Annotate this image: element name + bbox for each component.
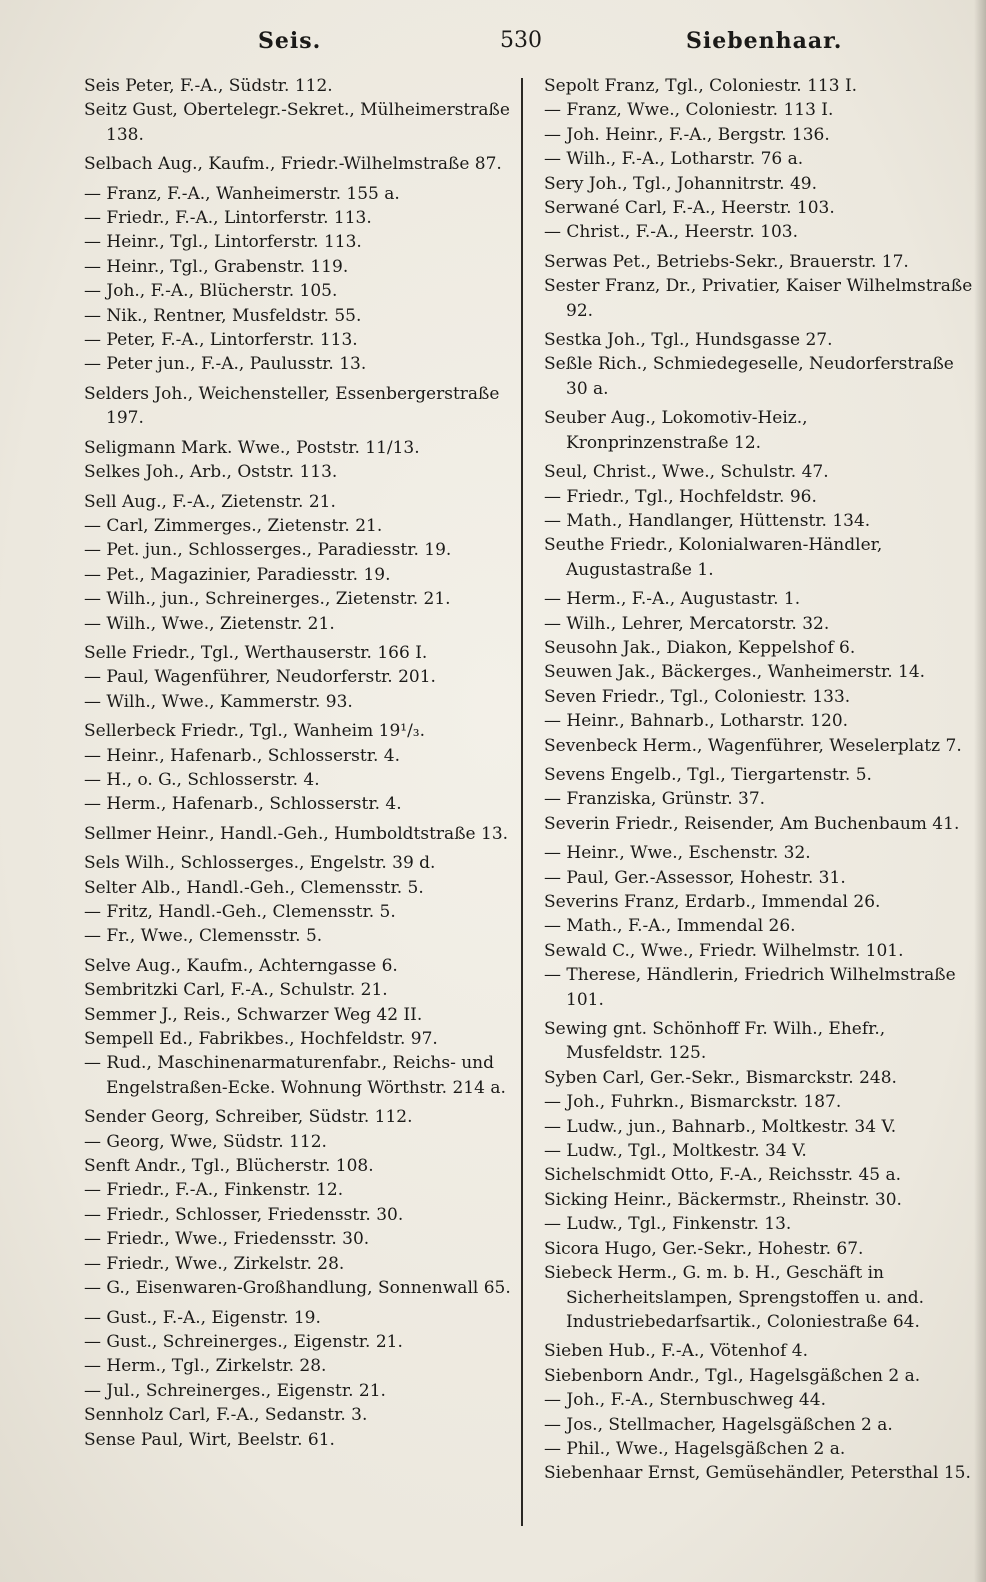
directory-entry: Sicking Heinr., Bäckermstr., Rheinstr. 30. — [544, 1189, 902, 1210]
directory-entry: — Therese, Händlerin, Friedrich Wilhelmstraße 101. — [544, 965, 956, 1010]
directory-entry: — Gust., Schreinerges., Eigenstr. 21. — [84, 1331, 403, 1352]
directory-entry: Siebenhaar Ernst, Gemüsehändler, Petersthal 15. — [544, 1463, 971, 1484]
directory-entry: Seul, Christ., Wwe., Schulstr. 47. — [544, 462, 829, 483]
directory-entry: Sels Wilh., Schlosserges., Engelstr. 39 d. — [84, 853, 436, 874]
column-divider — [521, 78, 523, 1526]
page-edge-shadow — [974, 0, 986, 1582]
page-number: 530 — [500, 28, 542, 53]
directory-entry: Seven Friedr., Tgl., Coloniestr. 133. — [544, 686, 851, 707]
directory-entry: — Ludw., Tgl., Finkenstr. 13. — [544, 1214, 792, 1235]
directory-entry: Selle Friedr., Tgl., Werthauserstr. 166 I. — [84, 642, 428, 663]
directory-entry: Seuber Aug., Lokomotiv-Heiz., Kronprinzenstraße 12. — [544, 408, 808, 453]
directory-entry: Sevens Engelb., Tgl., Tiergartenstr. 5. — [544, 764, 872, 785]
directory-entry: — Joh. Heinr., F.-A., Bergstr. 136. — [544, 124, 830, 145]
directory-entry: Sewald C., Wwe., Friedr. Wilhelmstr. 101. — [544, 940, 904, 961]
directory-entry: Selbach Aug., Kaufm., Friedr.-Wilhelmstraße 87. — [84, 154, 502, 175]
directory-entry: — Wilh., Wwe., Kammerstr. 93. — [84, 691, 353, 712]
directory-entry: — Nik., Rentner, Musfeldstr. 55. — [84, 305, 362, 326]
directory-entry: — Friedr., Wwe., Zirkelstr. 28. — [84, 1253, 345, 1274]
directory-entry: — Paul, Wagenführer, Neudorferstr. 201. — [84, 667, 436, 688]
directory-entry: Syben Carl, Ger.-Sekr., Bismarckstr. 248. — [544, 1067, 897, 1088]
directory-entry: — Ludw., Tgl., Moltkestr. 34 V. — [544, 1141, 807, 1162]
directory-entry: — Christ., F.-A., Heerstr. 103. — [544, 222, 799, 243]
header-first-name: Seis. — [258, 28, 322, 54]
directory-entry: — Carl, Zimmerges., Zietenstr. 21. — [84, 515, 383, 536]
directory-entry: — Jos., Stellmacher, Hagelsgäßchen 2 a. — [544, 1414, 893, 1435]
directory-entry: Selders Joh., Weichensteller, Essenbergerstraße 197. — [84, 383, 500, 429]
directory-entry: — Heinr., Tgl., Grabenstr. 119. — [84, 256, 349, 277]
directory-entry: — Wilh., Wwe., Zietenstr. 21. — [84, 613, 335, 634]
directory-entry: — Herm., F.-A., Augustastr. 1. — [544, 589, 801, 610]
directory-entry: Seusohn Jak., Diakon, Keppelshof 6. — [544, 637, 856, 658]
directory-entry: Sestka Joh., Tgl., Hundsgasse 27. — [544, 330, 833, 351]
directory-entry: Sieben Hub., F.-A., Vötenhof 4. — [544, 1341, 808, 1362]
directory-entry: — Friedr., Tgl., Hochfeldstr. 96. — [544, 486, 817, 507]
directory-entry: Selter Alb., Handl.-Geh., Clemensstr. 5. — [84, 877, 424, 898]
directory-entry: Sennholz Carl, F.-A., Sedanstr. 3. — [84, 1405, 368, 1426]
directory-entry: Siebeck Herm., G. m. b. H., Geschäft in Sicherheitslampen, Sprengstoffen u. and. Industriebedarfsartik., Coloniestraße 64. — [544, 1263, 925, 1332]
directory-entry: Seligmann Mark. Wwe., Poststr. 11/13. — [84, 437, 420, 458]
directory-entry: Sender Georg, Schreiber, Südstr. 112. — [84, 1107, 413, 1128]
directory-entry: Severins Franz, Erdarb., Immendal 26. — [544, 892, 881, 912]
directory-entry: — Joh., Fuhrkn., Bismarckstr. 187. — [544, 1092, 842, 1113]
directory-entry: — Pet., Magazinier, Paradiesstr. 19. — [84, 564, 391, 585]
directory-entry: — Fritz, Handl.-Geh., Clemensstr. 5. — [84, 902, 396, 922]
directory-entry: — Gust., F.-A., Eigenstr. 19. — [84, 1307, 321, 1328]
directory-entry: — Pet. jun., Schlosserges., Paradiesstr. 19. — [84, 540, 452, 561]
directory-entry: Sell Aug., F.-A., Zietenstr. 21. — [84, 491, 336, 512]
directory-entry: Semmer J., Reis., Schwarzer Weg 42 II. — [84, 1004, 423, 1025]
directory-entry: Sichelschmidt Otto, F.-A., Reichsstr. 45 a. — [544, 1165, 902, 1186]
directory-entry: Sellmer Heinr., Handl.-Geh., Humboldtstraße 13. — [84, 823, 509, 844]
directory-entry: — Heinr., Hafenarb., Schlosserstr. 4. — [84, 745, 401, 766]
directory-entry: — Heinr., Tgl., Lintorferstr. 113. — [84, 232, 362, 253]
directory-entry: — Joh., F.-A., Sternbuschweg 44. — [544, 1390, 826, 1411]
directory-entry: Severin Friedr., Reisender, Am Buchenbaum 41. — [544, 813, 960, 834]
directory-entry: — Franz, F.-A., Wanheimerstr. 155 a. — [84, 183, 400, 204]
directory-entry: Sempell Ed., Fabrikbes., Hochfeldstr. 97. — [84, 1029, 438, 1050]
directory-entry: Seßle Rich., Schmiedegeselle, Neudorferstraße 30 a. — [544, 354, 954, 399]
page-header — [0, 22, 986, 62]
directory-entry: — Fr., Wwe., Clemensstr. 5. — [84, 926, 323, 947]
directory-entry: Seuthe Friedr., Kolonialwaren-Händler, Augustastraße 1. — [544, 535, 883, 580]
directory-entry: — Heinr., Wwe., Eschenstr. 32. — [544, 843, 811, 864]
directory-entry: Sembritzki Carl, F.-A., Schulstr. 21. — [84, 980, 388, 1001]
left-column — [84, 74, 512, 1452]
directory-entry: — Peter jun., F.-A., Paulusstr. 13. — [84, 354, 367, 375]
directory-entry: — Friedr., Schlosser, Friedensstr. 30. — [84, 1204, 404, 1225]
directory-entry: — G., Eisenwaren-Großhandlung, Sonnenwall 65. — [84, 1278, 511, 1299]
right-column — [544, 74, 974, 1486]
directory-entry: — Friedr., F.-A., Lintorferstr. 113. — [84, 208, 372, 229]
directory-entry: Sellerbeck Friedr., Tgl., Wanheim 19¹/₃. — [84, 721, 426, 742]
directory-entry: Sepolt Franz, Tgl., Coloniestr. 113 I. — [544, 76, 858, 96]
directory-entry: Seis Peter, F.-A., Südstr. 112. — [84, 76, 333, 96]
directory-entry: Serwas Pet., Betriebs-Sekr., Brauerstr. 17. — [544, 251, 909, 272]
directory-entry: — Rud., Maschinenarmaturenfabr., Reichs- und Engelstraßen-Ecke. Wohnung Wörthstr. 214 a. — [84, 1053, 506, 1098]
directory-entry: — Wilh., F.-A., Lotharstr. 76 a. — [544, 149, 804, 170]
directory-entry: — Friedr., Wwe., Friedensstr. 30. — [84, 1229, 370, 1250]
directory-entry: Senft Andr., Tgl., Blücherstr. 108. — [84, 1156, 374, 1177]
directory-entry: — Peter, F.-A., Lintorferstr. 113. — [84, 330, 358, 351]
directory-entry: — Franziska, Grünstr. 37. — [544, 789, 766, 810]
directory-entry: Sevenbeck Herm., Wagenführer, Weselerplatz 7. — [544, 735, 962, 756]
header-last-name: Siebenhaar. — [686, 28, 843, 54]
directory-entry: — H., o. G., Schlosserstr. 4. — [84, 769, 320, 790]
directory-entry: — Jul., Schreinerges., Eigenstr. 21. — [84, 1380, 386, 1401]
directory-entry: — Math., F.-A., Immendal 26. — [544, 916, 796, 937]
directory-entry: Sewing gnt. Schönhoff Fr. Wilh., Ehefr., Musfeldstr. 125. — [544, 1019, 886, 1064]
directory-entry: Sicora Hugo, Ger.-Sekr., Hohestr. 67. — [544, 1238, 864, 1259]
directory-entry: Sense Paul, Wirt, Beelstr. 61. — [84, 1429, 335, 1450]
directory-entry: — Wilh., jun., Schreinerges., Zietenstr. 21. — [84, 589, 451, 610]
directory-entry: Seitz Gust, Obertelegr.-Sekret., Mülheimerstraße 138. — [84, 100, 510, 145]
directory-entry: — Joh., F.-A., Blücherstr. 105. — [84, 281, 338, 302]
directory-entry: — Ludw., jun., Bahnarb., Moltkestr. 34 V. — [544, 1116, 897, 1137]
directory-entry: — Phil., Wwe., Hagelsgäßchen 2 a. — [544, 1438, 846, 1459]
directory-entry: — Franz, Wwe., Coloniestr. 113 I. — [544, 100, 834, 121]
directory-entry: — Math., Handlanger, Hüttenstr. 134. — [544, 510, 871, 531]
directory-entry: — Wilh., Lehrer, Mercatorstr. 32. — [544, 613, 830, 634]
directory-entry: Selkes Joh., Arb., Oststr. 113. — [84, 462, 338, 483]
directory-entry: Sester Franz, Dr., Privatier, Kaiser Wilhelmstraße 92. — [544, 276, 973, 321]
directory-entry: — Herm., Tgl., Zirkelstr. 28. — [84, 1356, 327, 1377]
directory-entry: — Paul, Ger.-Assessor, Hohestr. 31. — [544, 867, 846, 888]
directory-entry: Sery Joh., Tgl., Johannitrstr. 49. — [544, 173, 818, 194]
directory-entry: — Friedr., F.-A., Finkenstr. 12. — [84, 1180, 344, 1201]
directory-entry: — Herm., Hafenarb., Schlosserstr. 4. — [84, 794, 402, 815]
directory-entry: Siebenborn Andr., Tgl., Hagelsgäßchen 2 a. — [544, 1365, 921, 1386]
directory-entry: Serwané Carl, F.-A., Heerstr. 103. — [544, 198, 835, 219]
directory-entry: — Heinr., Bahnarb., Lotharstr. 120. — [544, 711, 849, 732]
directory-entry: Selve Aug., Kaufm., Achterngasse 6. — [84, 955, 398, 976]
directory-entry: Seuwen Jak., Bäckerges., Wanheimerstr. 14. — [544, 662, 926, 683]
directory-entry: — Georg, Wwe, Südstr. 112. — [84, 1131, 327, 1152]
